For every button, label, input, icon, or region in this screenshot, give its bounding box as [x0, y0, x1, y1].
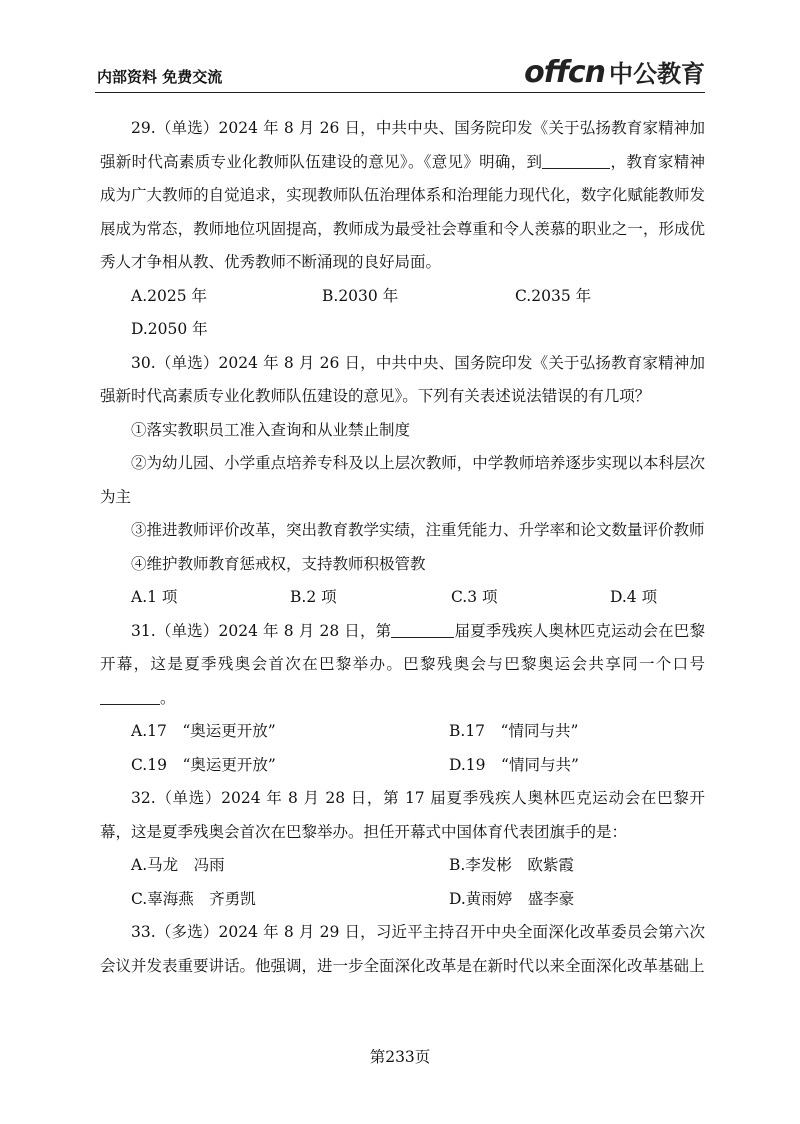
q29-stem-part2: ，教育家精神成为广大教师的自觉追求，实现教师队伍治理体系和治理能力现代化，数字化赋能教师发展成为常态，教师地位巩固提高，教师成为最受社会尊重和令人羡慕的职业之一，形成优秀人才争相从教、优秀教师不断涌现的良好局面。	[100, 152, 705, 271]
question-29-options	[100, 280, 705, 314]
question-29-options-2	[100, 313, 705, 347]
question-33-stem: 33.（多选）2024 年 8 月 29 日，习近平主持召开中央全面深化改革委员会第六次会议并发表重要讲话。他强调，进一步全面深化改革是在新时代以来全面深化改革基础上	[100, 923, 705, 975]
statement-4: ④维护教师教育惩戒权，支持教师积极管教	[131, 554, 426, 573]
question-30-stem: 30.（单选）2024 年 8 月 26 日，中共中央、国务院印发《关于弘扬教育家精神加强新时代高素质专业化教师队伍建设的意见》。下列有关表述说法错误的有几项？	[100, 353, 705, 405]
question-32-options-2	[100, 883, 705, 917]
page-header	[95, 55, 705, 93]
option-a: A.马龙 冯雨	[131, 856, 225, 874]
offcn-logo	[524, 54, 705, 90]
option-c: C.辜海燕 齐勇凯	[131, 889, 256, 908]
question-31-options-1	[100, 715, 705, 749]
option-b: B.李发彬 欧紫霞	[449, 856, 574, 874]
q31-stem-part3: 。	[160, 688, 176, 707]
answer-blank	[542, 152, 610, 169]
page-number: 第233页	[369, 1048, 431, 1066]
option-c: C.19 “奥运更开放”	[131, 755, 276, 774]
question-29-stem	[100, 112, 705, 280]
q31-stem-part2: 届夏季残疾人奥林匹克运动会在巴黎开幕，这是夏季残奥会首次在巴黎举办。巴黎残奥会与巴黎奥运会共享同一个口号	[100, 621, 705, 673]
option-b: B.2 项	[290, 588, 337, 606]
question-32-options-1	[100, 849, 705, 883]
option-d: D.19 “情同与共”	[449, 755, 579, 774]
question-content	[100, 112, 705, 983]
option-b: B.2030 年	[322, 286, 399, 305]
option-a: A.1 项	[131, 588, 178, 606]
logo-latin-text: offcn	[524, 55, 605, 90]
statement-2: ②为幼儿园、小学重点培养专科及以上层次教师，中学教师培养逐步实现以本科层次为主	[100, 454, 705, 506]
question-31-stem	[100, 615, 705, 716]
q31-stem-part1: 31.（单选）2024 年 8 月 28 日，第	[131, 621, 392, 640]
answer-blank	[100, 688, 160, 705]
option-a: A.17 “奥运更开放”	[131, 722, 276, 740]
q29-stem-part1: 29.（单选）2024 年 8 月 26 日，中共中央、国务院印发《关于弘扬教育家精神加强新时代高素质专业化教师队伍建设的意见》。《意见》明确，到	[100, 119, 705, 171]
logo-chinese-text: 中公教育	[609, 60, 705, 88]
statement-1: ①落实教职员工准入查询和从业禁止制度	[131, 420, 411, 439]
header-note: 内部资料 免费交流	[97, 68, 223, 86]
question-32-stem: 32.（单选）2024 年 8 月 28 日，第 17 届夏季残疾人奥林匹克运动会在巴黎开幕，这是夏季残奥会首次在巴黎举办。担任开幕式中国体育代表团旗手的是：	[100, 789, 705, 841]
option-a: A.2025 年	[131, 286, 207, 305]
option-b: B.17 “情同与共”	[449, 722, 579, 740]
option-c: C.3 项	[451, 588, 498, 606]
question-31-options-2	[100, 749, 705, 783]
option-d: D.4 项	[610, 588, 658, 606]
option-d: D.2050 年	[131, 320, 208, 338]
statement-3: ③推进教师评价改革，突出教育教学实绩，注重凭能力、升学率和论文数量评价教师	[131, 521, 705, 539]
answer-blank	[391, 621, 454, 638]
option-c: C.2035 年	[515, 286, 592, 305]
question-30-options	[100, 581, 705, 615]
option-d: D.黄雨婷 盛李豪	[449, 889, 575, 908]
